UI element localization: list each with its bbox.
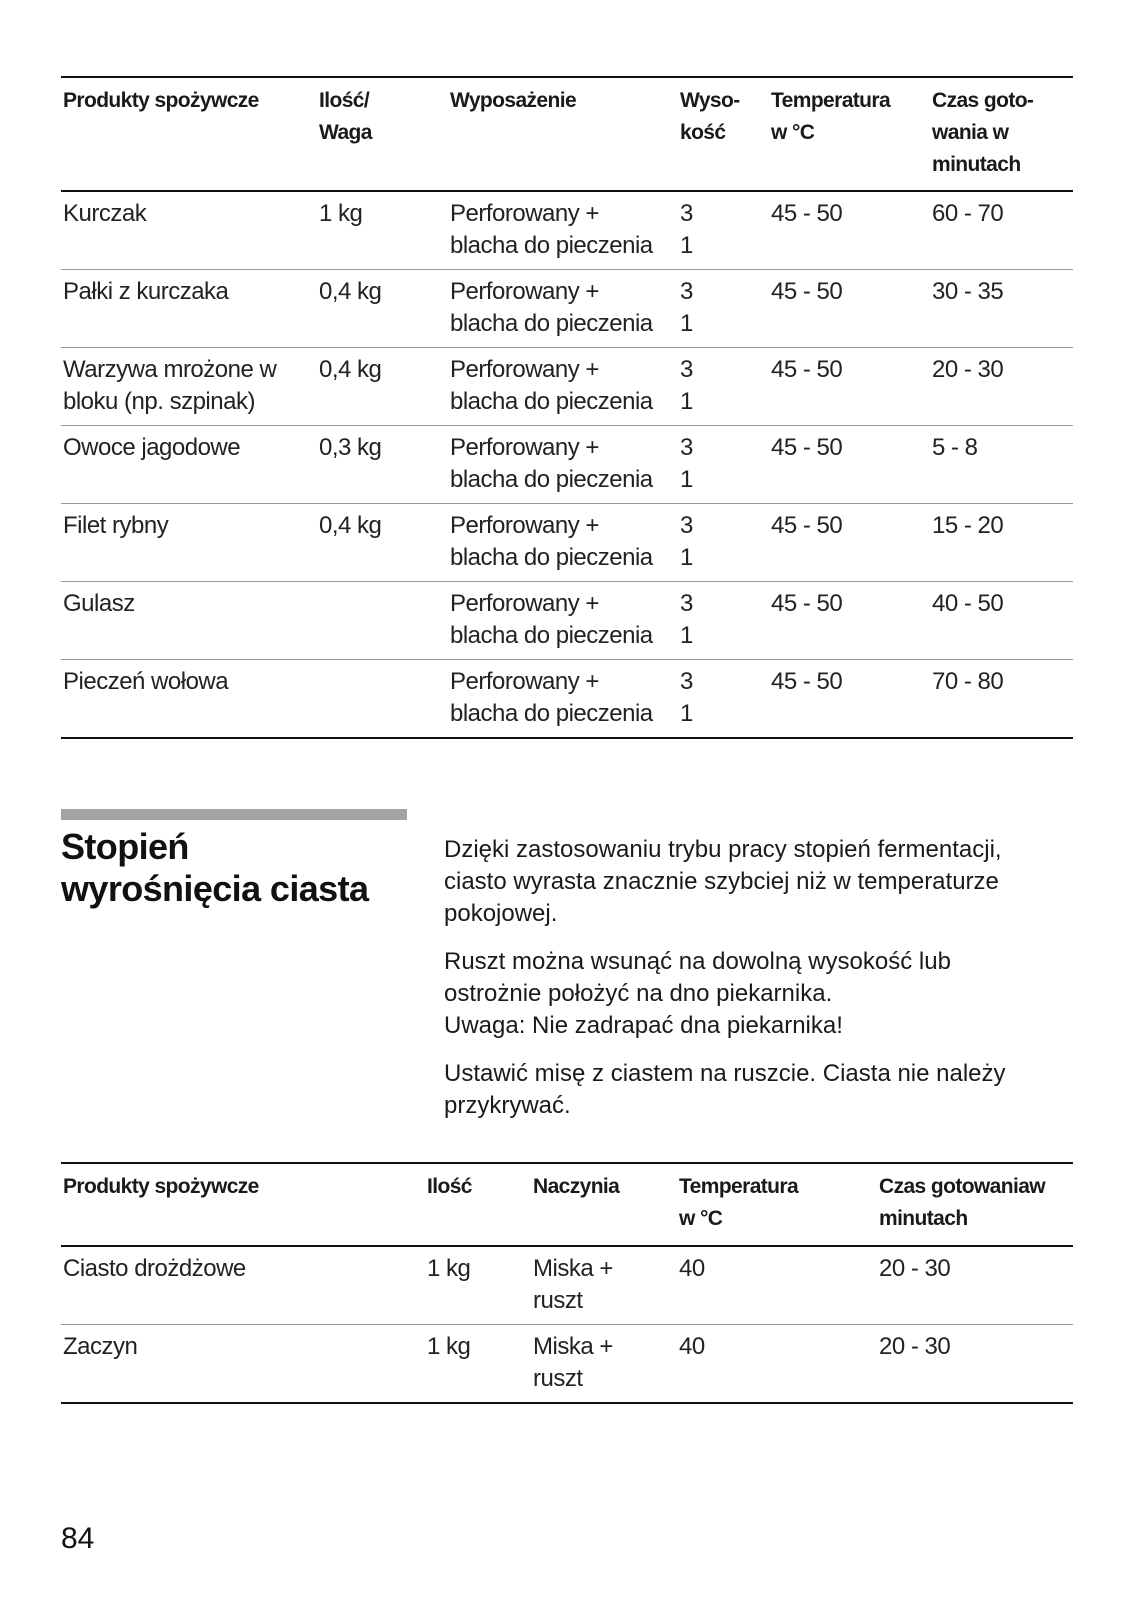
table-row [61,582,1073,660]
cell-quantity [317,582,448,660]
cell-height: 3 1 [680,200,693,259]
cell-equipment: Perforowany + blacha do pieczenia [450,512,653,571]
header-height: Wyso- kość [680,89,740,144]
paragraph: Ruszt można wsunąć na dowolną wysokość lub ostrożnie położyć na dno piekarnika. Uwaga: Nie zadrapać dna piekarnika! [444,948,951,1039]
header-temperature: Temperatura w °C [771,89,891,144]
header-time: Czas gotowaniaw minutach [879,1175,1046,1230]
cell-quantity [317,660,448,739]
cell-time: 70 - 80 [932,668,1004,695]
cell-temperature: 45 - 50 [771,200,843,227]
cell-product: Pieczeń wołowa [63,668,229,695]
cell-height: 3 1 [680,278,693,337]
cell-temperature: 45 - 50 [771,278,843,305]
cell-quantity: 1 kg [427,1333,471,1360]
dough-proofing-table [61,1162,1073,1404]
cell-height: 3 1 [680,356,693,415]
table-row [61,270,1073,348]
cell-temperature: 40 [679,1255,705,1282]
table-header-row [61,1163,1073,1246]
header-quantity: Ilość/ Waga [319,89,372,144]
paragraph: Ustawić misę z ciastem na ruszcie. Ciasta nie należy przykrywać. [444,1060,1006,1119]
cell-time: 60 - 70 [932,200,1004,227]
cell-time: 20 - 30 [932,356,1004,383]
section-heading [61,826,421,910]
cell-product: Kurczak [63,200,147,227]
cell-product: Ciasto drożdżowe [63,1255,246,1282]
table-row [61,348,1073,426]
cell-time: 20 - 30 [879,1333,951,1360]
cell-product: Warzywa mrożone w bloku (np. szpinak) [63,356,277,415]
cell-equipment: Perforowany + blacha do pieczenia [450,590,653,649]
cell-product: Zaczyn [63,1333,138,1360]
cell-equipment: Perforowany + blacha do pieczenia [450,200,653,259]
cell-temperature: 45 - 50 [771,434,843,461]
section-heading-bar [61,809,407,820]
cell-quantity: 0,3 kg [319,434,382,461]
table-header-row [61,77,1073,191]
cell-height: 3 1 [680,590,693,649]
cell-time: 40 - 50 [932,590,1004,617]
cell-quantity: 0,4 kg [319,512,382,539]
table-row [61,1325,1073,1404]
cell-temperature: 40 [679,1333,705,1360]
cell-time: 15 - 20 [932,512,1004,539]
cell-temperature: 45 - 50 [771,668,843,695]
table-row [61,191,1073,270]
section-heading-line2: wyrośnięcia ciasta [61,868,369,909]
cell-temperature: 45 - 50 [771,512,843,539]
section-body [444,834,1084,1138]
table-row [61,660,1073,739]
section-heading-line1: Stopień [61,826,189,867]
cell-height: 3 1 [680,668,693,727]
cell-temperature: 45 - 50 [771,356,843,383]
cell-quantity: 0,4 kg [319,278,382,305]
header-time: Czas goto- wania w minutach [932,89,1034,176]
cell-product: Owoce jagodowe [63,434,241,461]
cell-equipment: Perforowany + blacha do pieczenia [450,668,653,727]
cell-time: 20 - 30 [879,1255,951,1282]
header-products: Produkty spożywcze [63,1175,259,1198]
baking-table [61,76,1073,739]
cell-equipment: Perforowany + blacha do pieczenia [450,278,653,337]
header-equipment: Wyposażenie [450,89,577,112]
cell-time: 5 - 8 [932,434,978,461]
cell-temperature: 45 - 50 [771,590,843,617]
header-quantity: Ilość [427,1175,472,1198]
table-row [61,504,1073,582]
header-dishes: Naczynia [533,1175,620,1198]
header-products: Produkty spożywcze [63,89,259,112]
cell-equipment: Perforowany + blacha do pieczenia [450,356,653,415]
paragraph: Dzięki zastosowaniu trybu pracy stopień fermentacji, ciasto wyrasta znacznie szybciej niż w temperaturze pokojowej. [444,836,1002,927]
cell-equipment: Perforowany + blacha do pieczenia [450,434,653,493]
cell-product: Gulasz [63,590,135,617]
cell-height: 3 1 [680,434,693,493]
cell-product: Filet rybny [63,512,169,539]
table-row [61,426,1073,504]
header-temperature: Temperatura w °C [679,1175,799,1230]
page-number: 84 [61,1522,95,1555]
cell-product: Pałki z kurczaka [63,278,229,305]
cell-time: 30 - 35 [932,278,1004,305]
cell-quantity: 0,4 kg [319,356,382,383]
cell-dishes: Miska + ruszt [533,1255,613,1314]
table-row [61,1246,1073,1325]
cell-height: 3 1 [680,512,693,571]
cell-quantity: 1 kg [319,200,363,227]
cell-quantity: 1 kg [427,1255,471,1282]
cell-dishes: Miska + ruszt [533,1333,613,1392]
